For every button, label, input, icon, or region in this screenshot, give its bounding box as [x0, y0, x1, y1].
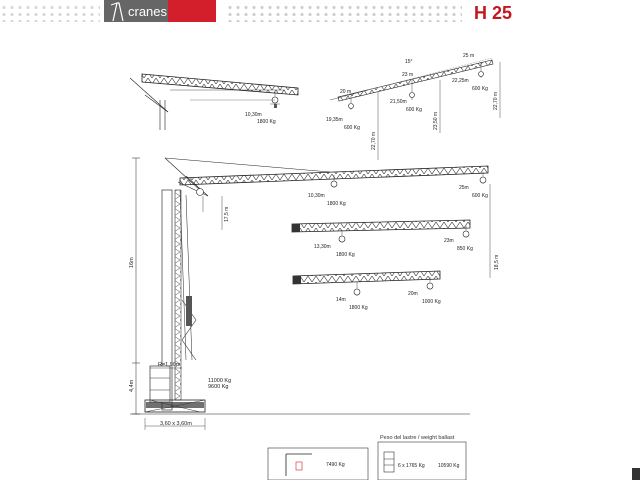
- luffing-configs: [326, 53, 500, 160]
- main-crane: [129, 158, 488, 430]
- jib23-radius-far-label: 23m: [444, 238, 454, 244]
- jib20-radius-far-label: 20m: [408, 291, 418, 297]
- mini-load-label: 1800 Kg: [257, 119, 276, 125]
- transport-weight-label: 7490 Kg: [326, 462, 345, 468]
- brand-name: cranes: [128, 4, 168, 19]
- c1-radius-label: 19,35m: [326, 117, 343, 123]
- hook-icon: [349, 104, 354, 109]
- hook-icon: [479, 72, 484, 77]
- c2-load-label: 600 Kg: [406, 107, 422, 113]
- jib23-load-far-label: 850 Kg: [457, 246, 473, 252]
- hook-icon: [410, 93, 415, 98]
- jib20-load-near-label: 1800 Kg: [349, 305, 368, 311]
- jib23-load-near-label: 1800 Kg: [336, 252, 355, 258]
- ballast-title: Peso del lastre / weight ballast: [380, 435, 455, 441]
- ballast-block-icon: [296, 462, 302, 470]
- main-radius-near-label: 10,30m: [308, 193, 325, 199]
- ballast-2-label: 9600 Kg: [208, 384, 229, 390]
- c3-load-label: 600 Kg: [472, 86, 488, 92]
- ballast-total-label: 10590 Kg: [438, 463, 460, 469]
- c3-radius-label: 22,25m: [452, 78, 469, 84]
- c1-jib-label: 20 m: [340, 89, 352, 95]
- c1-height-label: 22,70 m: [371, 131, 377, 150]
- jib-20m: [293, 271, 441, 311]
- hook-icon: [463, 231, 469, 237]
- ballast-box: [378, 442, 466, 480]
- c2-height-label: 23,50 m: [433, 111, 439, 130]
- ballast-blocks-label: 6 x 1765 Kg: [398, 463, 425, 469]
- hook-icon: [331, 181, 337, 187]
- c3-jib-label: 25 m: [463, 53, 475, 59]
- mini-crane-top: [130, 74, 298, 130]
- hook-icon: [197, 189, 204, 196]
- hook-icon: [339, 236, 345, 242]
- jib20-radius-near-label: 14m: [336, 297, 346, 303]
- jib20-load-far-label: 1000 Kg: [422, 299, 441, 305]
- jib-height-label: 17,5 m: [224, 206, 230, 222]
- jib23-radius-near-label: 13,30m: [314, 244, 331, 250]
- model-title: H 25: [474, 3, 513, 23]
- jib-height-right-label: 18,5 m: [494, 254, 500, 270]
- c1-load-label: 600 Kg: [344, 125, 360, 131]
- c2-jib-label: 23 m: [402, 72, 414, 78]
- ballast-stack-icon: [384, 452, 394, 472]
- c3-height-label: 22,70 m: [493, 91, 499, 110]
- mini-radius-label: 10,30m: [245, 112, 262, 118]
- crane-height-label: 16m: [129, 257, 135, 268]
- c2-radius-label: 21,50m: [390, 99, 407, 105]
- main-radius-far-label: 25m: [459, 185, 469, 191]
- main-load-near-label: 1800 Kg: [327, 201, 346, 207]
- hook-icon: [480, 177, 486, 183]
- transport-box: [268, 448, 368, 480]
- main-load-far-label: 600 Kg: [472, 193, 488, 199]
- angle-label: 15°: [405, 59, 413, 65]
- ballast-1-label: 11000 Kg: [208, 378, 232, 384]
- hook-icon: [427, 283, 433, 289]
- counterweight-radius-label: R=1,90m: [158, 362, 181, 368]
- hook-icon: [354, 289, 360, 295]
- base-dimension-label: 3,60 x 3,60m: [160, 421, 192, 427]
- base-height-label: 4,4m: [129, 379, 135, 392]
- page-corner-tab: [632, 468, 640, 480]
